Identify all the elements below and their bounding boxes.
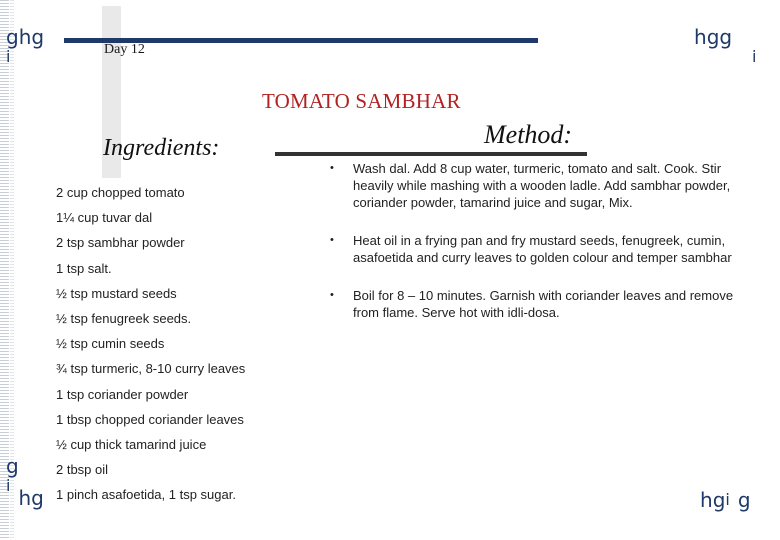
corner-glyph: g: [31, 25, 45, 49]
corner-glyph: g: [6, 25, 19, 49]
ingredient-item: 1 pinch asafoetida, 1 tsp sugar.: [56, 487, 236, 503]
corner-glyph: i: [6, 476, 11, 495]
method-heading: Method:: [484, 120, 573, 149]
method-step: [330, 287, 750, 321]
corner-glyph: g: [6, 454, 19, 478]
ingredients-list: [56, 180, 316, 508]
ingredient-item: 2 tsp sambhar powder: [56, 235, 185, 251]
ingredient-item: 1¼ cup tuvar dal: [56, 210, 153, 226]
bullet: •: [330, 162, 334, 174]
method-step: [330, 160, 750, 211]
ingredient-item: 1 tbsp chopped coriander leaves: [56, 411, 244, 427]
ingredient-item: 1 tsp coriander powder: [56, 386, 189, 402]
corner-glyphs-bottom-right: [700, 490, 751, 510]
ingredients-heading: Ingredients:: [103, 135, 220, 161]
corner-glyph: i: [725, 490, 730, 509]
ingredient-item: ½ tsp mustard seeds: [56, 285, 177, 301]
method-step-text: Heat oil in a frying pan and fry mustard seeds, fenugreek, cumin, asafoetida and curry leaves to golden colour and temper sambhar: [353, 233, 732, 265]
corner-glyph: g: [31, 486, 44, 510]
ingredient-item: ¾ tsp turmeric, 8-10 curry leaves: [56, 361, 246, 377]
corner-glyph: i: [752, 47, 757, 66]
method-step-text: Wash dal. Add 8 cup water, turmeric, tomato and salt. Cook. Stir heavily while mashing with a wooden ladle. Add sambhar powder, coriander powder, tamarind juice and sugar, Mix.: [353, 161, 731, 210]
bullet: •: [330, 234, 334, 246]
corner-glyph: h: [18, 486, 32, 510]
ingredient-item: 2 cup chopped tomato: [56, 185, 185, 200]
ingredient-item: 1 tsp salt.: [56, 260, 112, 276]
ingredient-item: ½ cup thick tamarind juice: [56, 437, 207, 453]
ingredient-item: 2 tbsp oil: [56, 462, 109, 478]
corner-glyph: g: [706, 25, 720, 49]
ingredient-item: ½ tsp fenugreek seeds.: [56, 311, 192, 327]
corner-glyph: g: [719, 25, 733, 49]
corner-glyphs-top-right: [694, 27, 756, 67]
day-label: Day 12: [104, 42, 145, 57]
corner-glyph: g: [737, 488, 751, 512]
corner-glyphs-bottom-left: [6, 456, 44, 508]
bullet: •: [330, 289, 334, 301]
ingredient-item: ½ tsp cumin seeds: [56, 336, 165, 352]
corner-glyph: i: [6, 47, 11, 66]
corner-glyph: g: [712, 488, 726, 512]
method-step-text: Boil for 8 – 10 minutes. Garnish with coriander leaves and remove from flame. Serve hot with idli-dosa.: [353, 288, 734, 320]
corner-glyph: h: [700, 488, 713, 512]
corner-glyph: h: [694, 25, 707, 49]
method-steps: [330, 160, 750, 342]
corner-glyphs-top-left: [6, 27, 44, 67]
method-rule: [275, 152, 587, 156]
method-step: [330, 232, 750, 266]
recipe-title: TOMATO SAMBHAR: [262, 89, 461, 113]
corner-glyph: h: [18, 25, 32, 49]
